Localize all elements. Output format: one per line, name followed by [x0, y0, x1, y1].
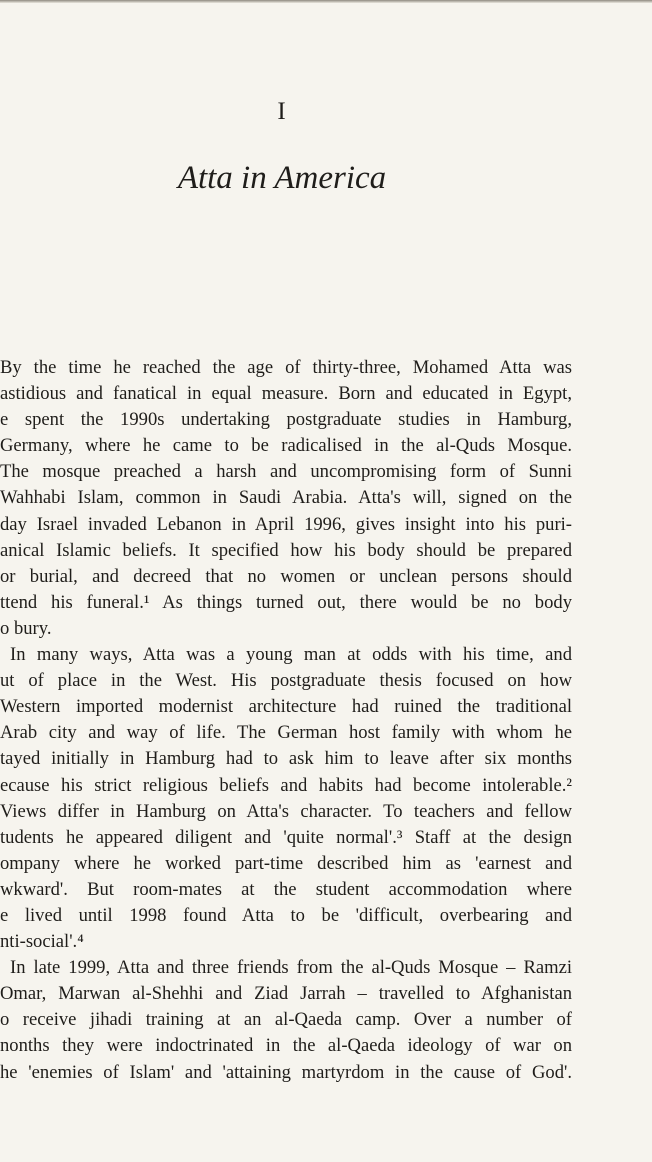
text-line: wkward'. But room-mates at the student accommodation where: [0, 878, 572, 900]
text-line: In late 1999, Atta and three friends from the al-Quds Mosque – Ramzi: [10, 957, 572, 979]
text-line: ut of place in the West. His postgraduate thesis focused on how: [0, 670, 572, 692]
chapter-number: I: [277, 98, 287, 125]
text-line: o receive jihadi training at an al-Qaeda camp. Over a number of: [0, 1009, 572, 1031]
text-line: astidious and fanatical in equal measure. Born and educated in Egypt,: [0, 383, 572, 405]
page-top-edge: [0, 0, 652, 3]
text-line: e spent the 1990s undertaking postgraduate studies in Hamburg,: [0, 409, 572, 431]
text-line: Germany, where he came to be radicalised in the al-Quds Mosque.: [0, 435, 572, 457]
text-line: e lived until 1998 found Atta to be 'difficult, overbearing and: [0, 904, 572, 926]
text-line: ompany where he worked part-time described him as 'earnest and: [0, 852, 572, 874]
text-line: anical Islamic beliefs. It specified how his body should be prepared: [0, 539, 572, 561]
text-line: ttend his funeral.¹ As things turned out, there would be no body: [0, 591, 572, 613]
text-line: Western imported modernist architecture had ruined the traditional: [0, 696, 572, 718]
text-line: tudents he appeared diligent and 'quite normal'.³ Staff at the design: [0, 826, 572, 848]
text-line: ecause his strict religious beliefs and habits had become intolerable.²: [0, 774, 572, 796]
text-line: he 'enemies of Islam' and 'attaining martyrdom in the cause of God'.: [0, 1061, 572, 1083]
text-line: nti-social'.⁴: [0, 931, 84, 953]
text-line: day Israel invaded Lebanon in April 1996, gives insight into his puri-: [0, 513, 572, 535]
text-line: By the time he reached the age of thirty-three, Mohamed Atta was: [0, 357, 572, 378]
text-line: Wahhabi Islam, common in Saudi Arabia. Atta's will, signed on the: [0, 487, 572, 509]
text-line: or burial, and decreed that no women or unclean persons should: [0, 565, 572, 587]
text-line: Omar, Marwan al-Shehhi and Ziad Jarrah – travelled to Afghanistan: [0, 983, 572, 1005]
text-line: Arab city and way of life. The German host family with whom he: [0, 722, 572, 744]
text-line: Views differ in Hamburg on Atta's character. To teachers and fellow: [0, 800, 572, 822]
text-line: The mosque preached a harsh and uncompromising form of Sunni: [0, 461, 572, 483]
text-line: In many ways, Atta was a young man at odds with his time, and: [10, 644, 572, 666]
text-line: o bury.: [0, 617, 52, 639]
text-line: tayed initially in Hamburg had to ask him to leave after six months: [0, 748, 572, 770]
text-line: nonths they were indoctrinated in the al-Qaeda ideology of war on: [0, 1035, 572, 1057]
body-text: [0, 355, 572, 1086]
chapter-title: Atta in America: [177, 160, 387, 196]
